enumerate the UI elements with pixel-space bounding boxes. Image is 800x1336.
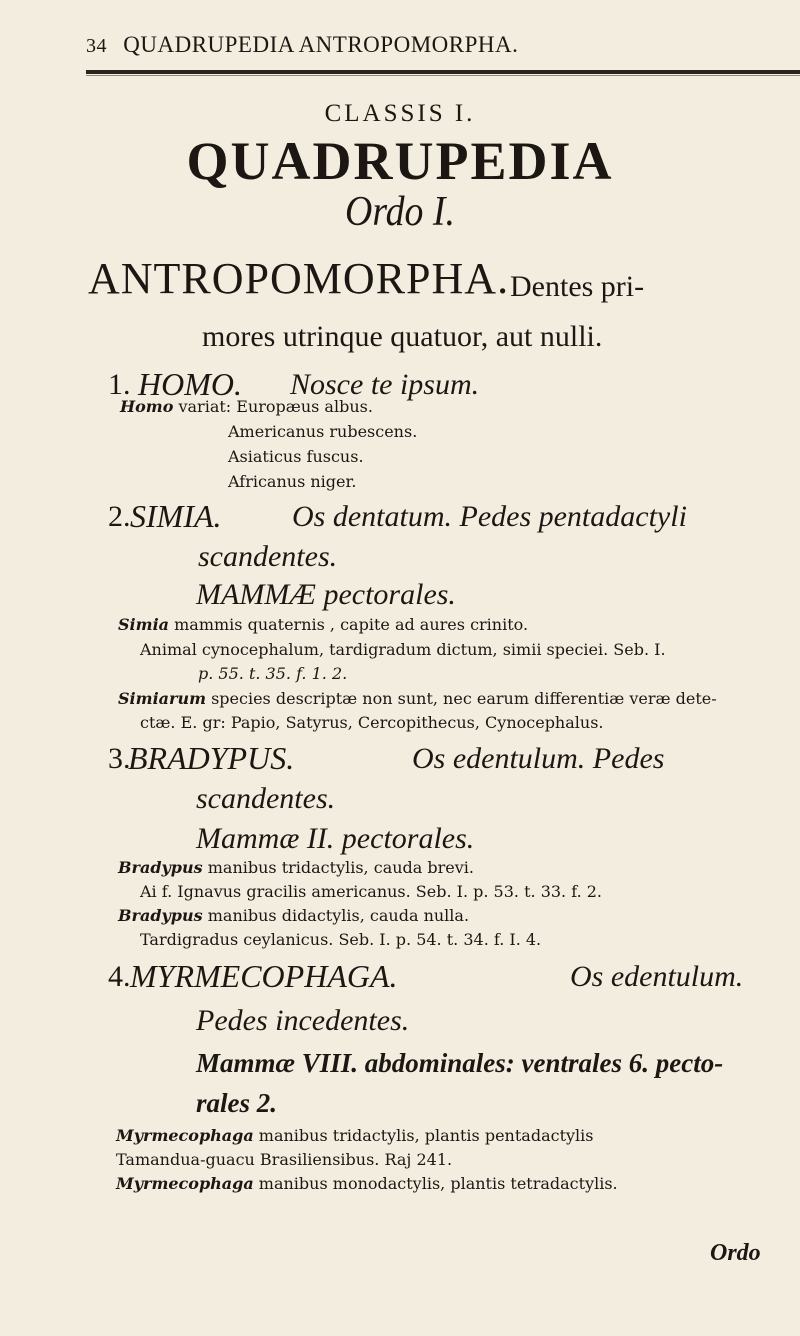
genus-character: Os dentatum. Pedes pentadactyli [292, 500, 687, 533]
genus-number: 4. [108, 960, 131, 993]
species-lead: Myrmecophaga [116, 1126, 254, 1145]
species-line [118, 906, 469, 925]
species-text: manibus monodactylis, plantis tetradactylis. [253, 1174, 618, 1193]
order-character-line-2: mores utrinque quatuor, aut nulli. [202, 320, 603, 353]
genus-character-cont: Pedes incedentes. [196, 1004, 410, 1037]
species-line [116, 1174, 618, 1193]
species-line: p. 55. t. 35. f. 1. 2. [198, 664, 348, 683]
genus-character-mammae: Mammæ II. pectorales. [196, 822, 475, 855]
genus-name: MYRMECOPHAGA. [130, 958, 398, 994]
species-lead: Bradypus [118, 858, 203, 877]
genus-name: SIMIA. [130, 498, 222, 534]
species-lead: Simiarum [118, 689, 206, 708]
species-text: species descriptæ non sunt, nec earum differentiæ veræ dete- [206, 689, 717, 708]
genus-character-mammae-cont: rales 2. [196, 1088, 277, 1118]
catchword: Ordo [710, 1240, 761, 1266]
species-line: Africanus niger. [228, 472, 357, 491]
species-lead: Homo [120, 397, 174, 416]
species-lead: Bradypus [118, 906, 203, 925]
class-title: QUADRUPEDIA [186, 131, 614, 191]
species-line: ctæ. E. gr: Papio, Satyrus, Cercopithecus, Cynocephalus. [140, 713, 604, 732]
genus-character: Os edentulum. [570, 960, 744, 993]
species-lead: Myrmecophaga [116, 1174, 254, 1193]
genus-character-cont: scandentes. [198, 540, 338, 573]
order-character-line-1: Dentes pri- [510, 270, 645, 303]
species-line: Tamandua-guacu Brasiliensibus. Raj 241. [116, 1150, 453, 1169]
genus-character: Os edentulum. Pedes [412, 742, 665, 775]
species-line [118, 615, 528, 634]
species-line: Animal cynocephalum, tardigradum dictum, simii speciei. Seb. I. [140, 640, 666, 659]
header-rule-thin [86, 75, 800, 76]
species-line: Asiaticus fuscus. [228, 447, 364, 466]
genus-number: 1. [108, 368, 131, 401]
genus-name: HOMO. [138, 366, 242, 402]
header-rule [86, 70, 800, 74]
species-line: Tardigradus ceylanicus. Seb. I. p. 54. t. 34. f. I. 4. [140, 930, 542, 949]
running-title: QUADRUPEDIA ANTROPOMORPHA. [123, 32, 519, 57]
species-lead: Simia [118, 615, 170, 634]
species-text: variat: Europæus albus. [173, 397, 373, 416]
species-line [118, 858, 474, 877]
species-text: mammis quaternis , capite ad aures crinito. [169, 615, 529, 634]
order-title: ANTROPOMORPHA. [88, 254, 510, 303]
species-line [120, 397, 373, 416]
genus-number: 2. [108, 500, 131, 533]
species-text: manibus tridactylis, plantis pentadactylis [253, 1126, 594, 1145]
species-text: manibus tridactylis, cauda brevi. [202, 858, 474, 877]
species-line [116, 1126, 593, 1145]
genus-character: Nosce te ipsum. [290, 368, 480, 401]
running-head [86, 32, 518, 58]
species-text: manibus didactylis, cauda nulla. [202, 906, 470, 925]
genus-name: BRADYPUS. [128, 740, 295, 776]
species-line [118, 689, 717, 708]
page-number: 34 [86, 35, 107, 57]
genus-character-mammae: MAMMÆ pectorales. [196, 578, 456, 611]
species-line: Ai f. Ignavus gracilis americanus. Seb. I. p. 53. t. 33. f. 2. [140, 882, 603, 901]
genus-number: 3. [108, 742, 131, 775]
genus-character-cont: scandentes. [196, 782, 336, 815]
species-line: Americanus rubescens. [228, 422, 418, 441]
ordo-heading: Ordo I. [345, 189, 455, 235]
classis-heading: CLASSIS I. [324, 100, 476, 127]
genus-character-mammae: Mammæ VIII. abdominales: ventrales 6. pecto- [196, 1048, 724, 1078]
